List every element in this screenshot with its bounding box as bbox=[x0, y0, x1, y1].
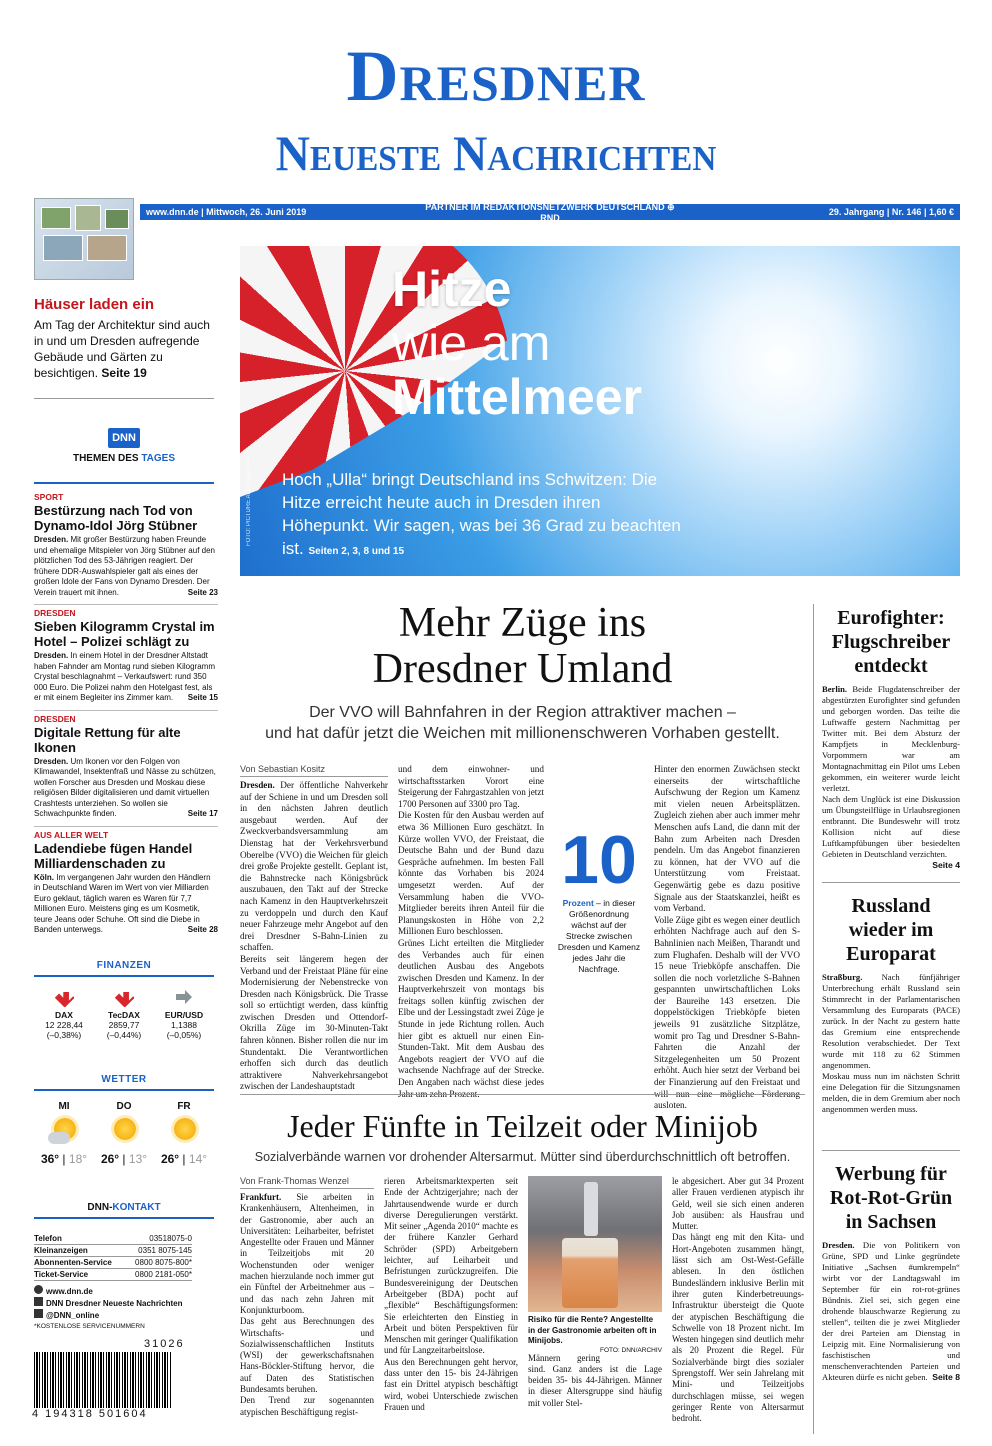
beer-photo[interactable] bbox=[528, 1176, 662, 1312]
dnn-logo: DNN bbox=[108, 428, 140, 448]
weather-day: MI 36° | 18° bbox=[40, 1101, 88, 1166]
second-article bbox=[240, 1108, 805, 1164]
main-col-3: Hinter den enormen Zuwächsen steckt einerseits der wirtschaftliche Aufschwung der Region um Kamenz mit vielen neuen Arbeitsplätzen. Zugleich ziehen aber auch immer mehr Menschen aufs Land, die dann mit der Bahn zum Arbeiten nach Dresden pendeln. Um das Angebot finanzieren zu können, hat der VVO auf die Unterstützung vom Freistaat. Gegenwärtig gebe es dazu positive Signale aus der Staatskanzlei, heißt es vom Verband. Volle Züge gibt es wegen einer deutlich erhöhten Nachfrage auch auf den S-Bahnlinien nach Meißen, Tharandt und zum Flughafen. Deshalb will der VVO 15 neue Triebköpfe anschaffen. Die sollen die noch vorletzliche S-Bahnen gespannten unwirtschaftlichen Loks der Baureihe 143 ersetzen. Die doppelstöckigen Triebköpfe bieten jeweils 91 zusätzliche Sitzplätze, womit pro Tag und Dresdner S-Bahn-Fahrten die Anzahl der Sitzgelegenheiten um 50 Prozent erhöht. Auch hier setzt der Verband bei der Finanzierung auf den Freistaat und will nun eine mögliche Förderung ausloten. bbox=[654, 764, 800, 1111]
stat-number: 10 bbox=[561, 822, 637, 898]
globe-icon bbox=[34, 1285, 43, 1294]
themen-item[interactable]: AUS ALLER WELT Ladendiebe fügen Handel Milliardenschaden zu Köln. Im vergangenen Jahr wurden den Händlern in Deutschland Waren im Wert von vier Milliarden Euro geklaut, täglich waren es Waren für 7,7 Millionen Euro. Meistens ging es um Kosmetik, teure Jeans oder Schuhe. Oft sind die Diebe in Banden unterwegs. Seite 28 bbox=[34, 826, 218, 936]
second-col-1: Von Frank-Thomas Wenzel Frankfurt. Sie arbeiten in Krankenhäusern, Altenheimen, in der Gastronomie, aber auch an Universitäten: Leiharbeiter, befristet Angestellte oder Frauen und Männer in Teilzeitjobs mit 20 Wochenstunden oder weniger machen hierzulande noch immer gut ein Fünftel der Arbeitnehmer aus – und das nach zehn Jahren mit Konjunkturboom. Das geht aus Berechnungen des Wirtschafts- und Sozialwissenschaftlichen Instituts (WSI) der gewerkschaftsnahen Hans-Böckler-Stiftung hervor, die auf Daten des Statistischen Bundesamts beruhen. Den Trend zur sogenannten atypischen Beschäftigung regist- bbox=[240, 1176, 374, 1417]
second-col-3: Risiko für die Rente? Angestellte in der Gastronomie arbeiten oft in Minijobs. FOTO: DNN/ARCHIV Männern gering sind. Ganz anders ist die Lage beiden 35- bis 44-Jährigen. Männer in dieser Altersgruppe sind häufig mit voller Stel- bbox=[528, 1176, 662, 1409]
arrow-down-icon bbox=[54, 987, 74, 1007]
main-headline: Mehr Züge ins Dresdner Umland bbox=[372, 600, 673, 692]
right-item-eurofighter[interactable]: Eurofighter: Flugschreiber entdeckt Berlin. Beide Flugdatenschreiber der abgestürzten Eurofighter sind gefunden und geborgen worden. Das teilte die Luftwaffe gestern Nachmittag per Twitter mit. Bei dem Absturz der Kampfjets in Mecklenburg-Vorpommern war am Montagnachmittag ein Pilot ums Leben gekommen, ein weiterer wurde leicht verletzt. Nach dem Unglück ist eine Diskussion um Übungsteilflüge in Urlaubsregionen entbrannt. Die Bundeswehr will trotz Kollision nicht auf diese Luftkampfübungen über besiedelten Gebieten in Deutschland verzichten. Seite 4 bbox=[822, 607, 960, 870]
themen-item[interactable]: DRESDEN Sieben Kilogramm Crystal im Hotel – Polizei schlägt zu Dresden. In einem Hotel in der Dresdner Altstadt haben Fahnder am Montag rund sieben Kilogramm Crystal beschlagnahmt – Verkaufswert: rund 350 000 Euro. Die Polizei nahm den Hotelgast fest, als er mit einem Begleiter ins Zimmer kam. Seite 15 bbox=[34, 604, 218, 704]
masthead-subtitle: Neueste Nachrichten bbox=[275, 125, 717, 181]
finance-item: DAX 12 228,44 (–0,38%) bbox=[35, 987, 93, 1040]
hero-title-1: Hitze bbox=[392, 261, 512, 317]
finance-item: EUR/USD 1,1388 (–0,05%) bbox=[155, 987, 213, 1040]
kontakt-row: Abonnenten-Service 0800 8075-800* bbox=[34, 1258, 192, 1267]
barcode-number: 4 194318 501604 bbox=[32, 1408, 148, 1420]
finance-item: TecDAX 2859,77 (–0,44%) bbox=[95, 987, 153, 1040]
second-byline: Von Frank-Thomas Wenzel bbox=[240, 1176, 374, 1189]
masthead-title: Dresdner bbox=[346, 36, 646, 116]
right-item-russland[interactable]: Russland wieder im Europarat Straßburg. Nach fünfjähriger Unterbrechung erhält Russland sein Stimmrecht in der Parlamentarischen Versammlung des Europarats (PACE) zurück. In der Nacht zu gestern hatte das Gremium eine entsprechende Resolution verabschiedet. Der Text wurde mit 118 zu 62 Stimmen angenommen. Moskau muss nun im nächsten Schritt eine Delegation für die Sitzungsnamen melden, die in dem Gremium aber noch angenommen werden muss. bbox=[822, 895, 960, 1114]
stat-box: 10 Prozent – in dieser Größenordnung wächst auf der Strecke zwischen Dresden und Kamenz jedes Jahr die Nachfrage. bbox=[557, 822, 641, 974]
sun-cloud-icon bbox=[48, 1116, 80, 1148]
kontakt-row: Telefon 03518075-0 bbox=[34, 1234, 192, 1243]
kontakt-row: Ticket-Service 0800 2181-050* bbox=[34, 1270, 192, 1279]
hero-title-3: Mittelmeer bbox=[392, 369, 643, 425]
main-col-1: Von Sebastian Kositz Dresden. Der öffentliche Nahverkehr auf der Schiene in und um Dresden soll in den nächsten Jahren deutlich ausgebaut werden. Auf der Zweckverbandsversammlung am Dienstag hat der Verkehrsverbund Oberelbe (VVO) die Weichen für gleich drei große Projekte gestellt. Geplant ist, die Bahnstrecke nach Königsbrück auszubauen, den Takt auf der Strecke nach Kamenz in den Hauptverkehrszeit zu verdoppeln und durch den Kauf neuer Fahrzeuge mehr Angebot auf den drei Dresdner S-Bahn-Linien zu schaffen. Bereits seit längerem hegen der Verband und der Freistaat Pläne für eine Modernisierung der Nebenstrecke von Dresden nach Königsbrück. Die Trasse soll so ertüchtigt werden, dass künftig zwischen Dresden und Ottendorf-Okrilla Züge im 30-Minuten-Takt fahren können. Bisher rollen die nur im Stundentakt. Die Verantwortlichen erhoffen sich durch das deutlich attraktivere Nahverkehrsangebot zwischen der Landeshauptstadt bbox=[240, 764, 388, 1092]
date-line: www.dnn.de | Mittwoch, 26. Juni 2019 bbox=[146, 207, 307, 217]
finanzen-box bbox=[34, 960, 214, 1040]
wetter-box bbox=[34, 1074, 214, 1166]
twitter-link[interactable]: @DNN_online bbox=[34, 1309, 214, 1321]
arrow-down-icon bbox=[114, 987, 134, 1007]
hero-image[interactable] bbox=[240, 246, 960, 576]
weather-day: DO 26° | 13° bbox=[100, 1101, 148, 1166]
main-article bbox=[240, 600, 805, 744]
main-byline: Von Sebastian Kositz bbox=[240, 764, 388, 777]
facebook-icon bbox=[34, 1297, 43, 1306]
weather-day: FR 26° | 14° bbox=[160, 1101, 208, 1166]
info-bar bbox=[140, 201, 960, 223]
hero-title-2: wie am bbox=[392, 315, 551, 371]
second-col-2: rieren Arbeitsmarktexperten seit Ende der Achtzigerjahre; nach der Jahrtausendwende wurde er durch diverse Deregulierungen verstärkt. Mit seiner „Agenda 2010“ machte es der frühere Kanzler Gerhard Schröder (SPD) Arbeitgebern leichter, auf Leiharbeit und Befristungen zurückzugreifen. Die Bundesvereinigung der Deutschen Arbeitgeber (BDA) pocht auf „flexible“ Beschäftigungsformen: Sie erleichterten den Einstieg in Arbeit und böten Perspektiven für Menschen mit geringer Qualifikation und für Langzeitarbeitslose. Aus den Berechnungen geht hervor, dass unter den 15- bis 24-Jährigen fast ein Drittel atypisch beschäftigt wird, wobei Unterschiede zwischen Frauen und bbox=[384, 1176, 518, 1412]
barcode-top: 31026 bbox=[144, 1338, 185, 1350]
right-item-werbung[interactable]: Werbung für Rot-Rot-Grün in Sachsen Dresden. Die von Politikern von Grüne, SPD und Linke gegründete Initiative „Sachsen #umkrempeln“ wirbt vor der Landtagswahl im September für ein rot-rot-grünes Bündnis. Ziel sei, sich gegen eine drohende blauschwarze Regierung zu stellen“, teilten die je zwei Mitglieder der drei Parteien am Dienstag in Leipzig mit. Eine Normalisierung von faschistischen und menschenverachtenden Parteien und Akteuren dürfe es nicht geben. Seite 8 bbox=[822, 1163, 960, 1382]
hero-credit: FOTO: PICTURE ALLIANCE/DPA bbox=[246, 455, 252, 546]
teaser-text: Am Tag der Architektur sind auch in und um Dresden aufregende Gebäude und Gärten zu besichtigen. Seite 19 bbox=[34, 318, 210, 380]
facebook-link[interactable]: DNN Dresdner Neueste Nachrichten bbox=[34, 1297, 214, 1309]
wetter-title: WETTER bbox=[101, 1074, 147, 1085]
partner-line: PARTNER IM REDAKTIONSNETZWERK DEUTSCHLAND ⊕ RND bbox=[425, 201, 675, 223]
themen-item[interactable]: SPORT Bestürzung nach Tod von Dynamo-Idol Jörg Stübner Dresden. Mit großer Bestürzung haben Freunde und ehemalige Mitspieler von Jörg Stübner auf den plötzlichen Tod des 53-Jährigen reagiert. Der frühere DDR-Auswahlspieler galt als eines der großen Idole der Fans von Dynamo Dresden. Der Verein trauert mit ihnen. Seite 23 bbox=[34, 492, 218, 597]
sun-icon bbox=[168, 1116, 200, 1148]
teaser[interactable] bbox=[34, 296, 214, 381]
second-headline: Jeder Fünfte in Teilzeit oder Minijob bbox=[287, 1108, 758, 1144]
arrow-right-icon bbox=[174, 987, 194, 1007]
finanzen-title: FINANZEN bbox=[96, 960, 152, 971]
main-col-2: und dem einwohner- und wirtschaftsstarken Vorort eine Steigerung der Fahrgastzahlen von jetzt 1700 Personen auf 3300 pro Tag. Die Kosten für den Ausbau werden auf etwa 36 Millionen Euro geschätzt. In Kürze wollen VVO, der Freistaat, die Deutsche Bahn und der Bund dazu Gespräche aufnehmen. Im besten Fall könnte das Vorhaben bis 2024 umgesetzt werden. Auf der Versammlung haben die VVO-Mitglieder bereits ihren Anteil für die Planungskosten in Höhe von 2,2 Millionen Euro beschlossen. Grünes Licht erteilten die Mitglieder des Verbandes auch für einen deutlichen Ausbau des Angebots zwischen Dresden und Kamenz. In der Hauptverkehrszeit von montags bis freitags sollen künftig zwischen der Elbe und der Lessingstadt zwei Züge je Stunde in jede Richtung rollen. Auch hier gibt es aktuell nur einen Ein-Stunden-Takt. Mit dem Ausbau des Angebots reagiert der VVO auf die wachsende Nachfrage auf der Strecke. Den Angaben nach wächst diese jedes Jahr um zehn Prozent. bbox=[398, 764, 544, 1099]
teaser-title: Häuser laden ein bbox=[34, 296, 155, 313]
main-subtitle: Der VVO will Bahnfahren in der Region attraktiver machen – und hat dafür jetzt die Weichen mit millionenschweren Vorhaben gestellt. bbox=[265, 704, 780, 742]
themen-item[interactable]: DRESDEN Digitale Rettung für alte Ikonen Dresden. Um Ikonen vor den Folgen von Klimawandel, Insektenfraß und Nässe zu schützen, wollen Forscher aus Dresden und Moskau diese religiösen Bilder digitalisieren und damit virtuellen Crashtests unterziehen. So wollen sie Schwachpunkte finden. Seite 17 bbox=[34, 710, 218, 820]
kontakt-table bbox=[34, 1233, 192, 1281]
teaser-thumbnail[interactable] bbox=[34, 198, 134, 280]
kontakt-box: DNN-KONTAKT Telefon 03518075-0 Kleinanzeigen 0351 8075-145 Abonnenten-Service 0800 8075-800* Ticket-Service 0800 2181-050* www.dnn.de DNN Dresdner Neueste Nachrichten @DNN_online *KOSTENLOSE SERVICENUMMERN bbox=[34, 1202, 214, 1332]
sun-icon bbox=[108, 1116, 140, 1148]
twitter-icon bbox=[34, 1309, 43, 1318]
second-subtitle: Sozialverbände warnen vor drohender Altersarmut. Mütter sind überdurchschnittlich oft betroffen. bbox=[254, 1150, 791, 1164]
second-col-4: le abgesichert. Aber gut 34 Prozent aller Frauen verdienen atypisch ihr Geld, weil sie sich einen anderen Job ausüben: als Hausfrau und Mutter. Das hängt eng mit den Kita- und Hort-Angeboten zusammen hängt, lässt sich am Ost-West-Gefälle ablesen. In den östlichen Bundesländern inklusive Berlin mit ihrer guten Kinderbetreuungs-Infrastruktur übersteigt die Quote der atypischen Beschäftigung die Schwelle von 18 Prozent nicht. Im Westen hingegen sind deutlich mehr als 20 Prozent die Regel. Für Sozialverbände birgt dies sozialer Sprengstoff. Wer sein Jahrelang mit Mini- und Teilzeitjobs durchschlagen müsse, sei wegen geringer Rente von Altersarmut bedroht. bbox=[672, 1176, 804, 1424]
themen-header: DNN THEMEN DES TAGES bbox=[34, 428, 214, 464]
kontakt-row: Kleinanzeigen 0351 8075-145 bbox=[34, 1246, 192, 1255]
issue-price: 29. Jahrgang | Nr. 146 | 1,60 € bbox=[828, 207, 954, 217]
web-link[interactable]: www.dnn.de bbox=[34, 1285, 214, 1297]
themen-list bbox=[34, 492, 218, 936]
hero-text: Hoch „Ulla“ bringt Deutschland ins Schwitzen: Die Hitze erreicht heute auch in Dresden ihren Höhepunkt. Wir sagen, was bei 36 Grad zu beachten ist. Seiten 2, 3, 8 und 15 bbox=[282, 470, 681, 558]
barcode bbox=[34, 1352, 172, 1408]
